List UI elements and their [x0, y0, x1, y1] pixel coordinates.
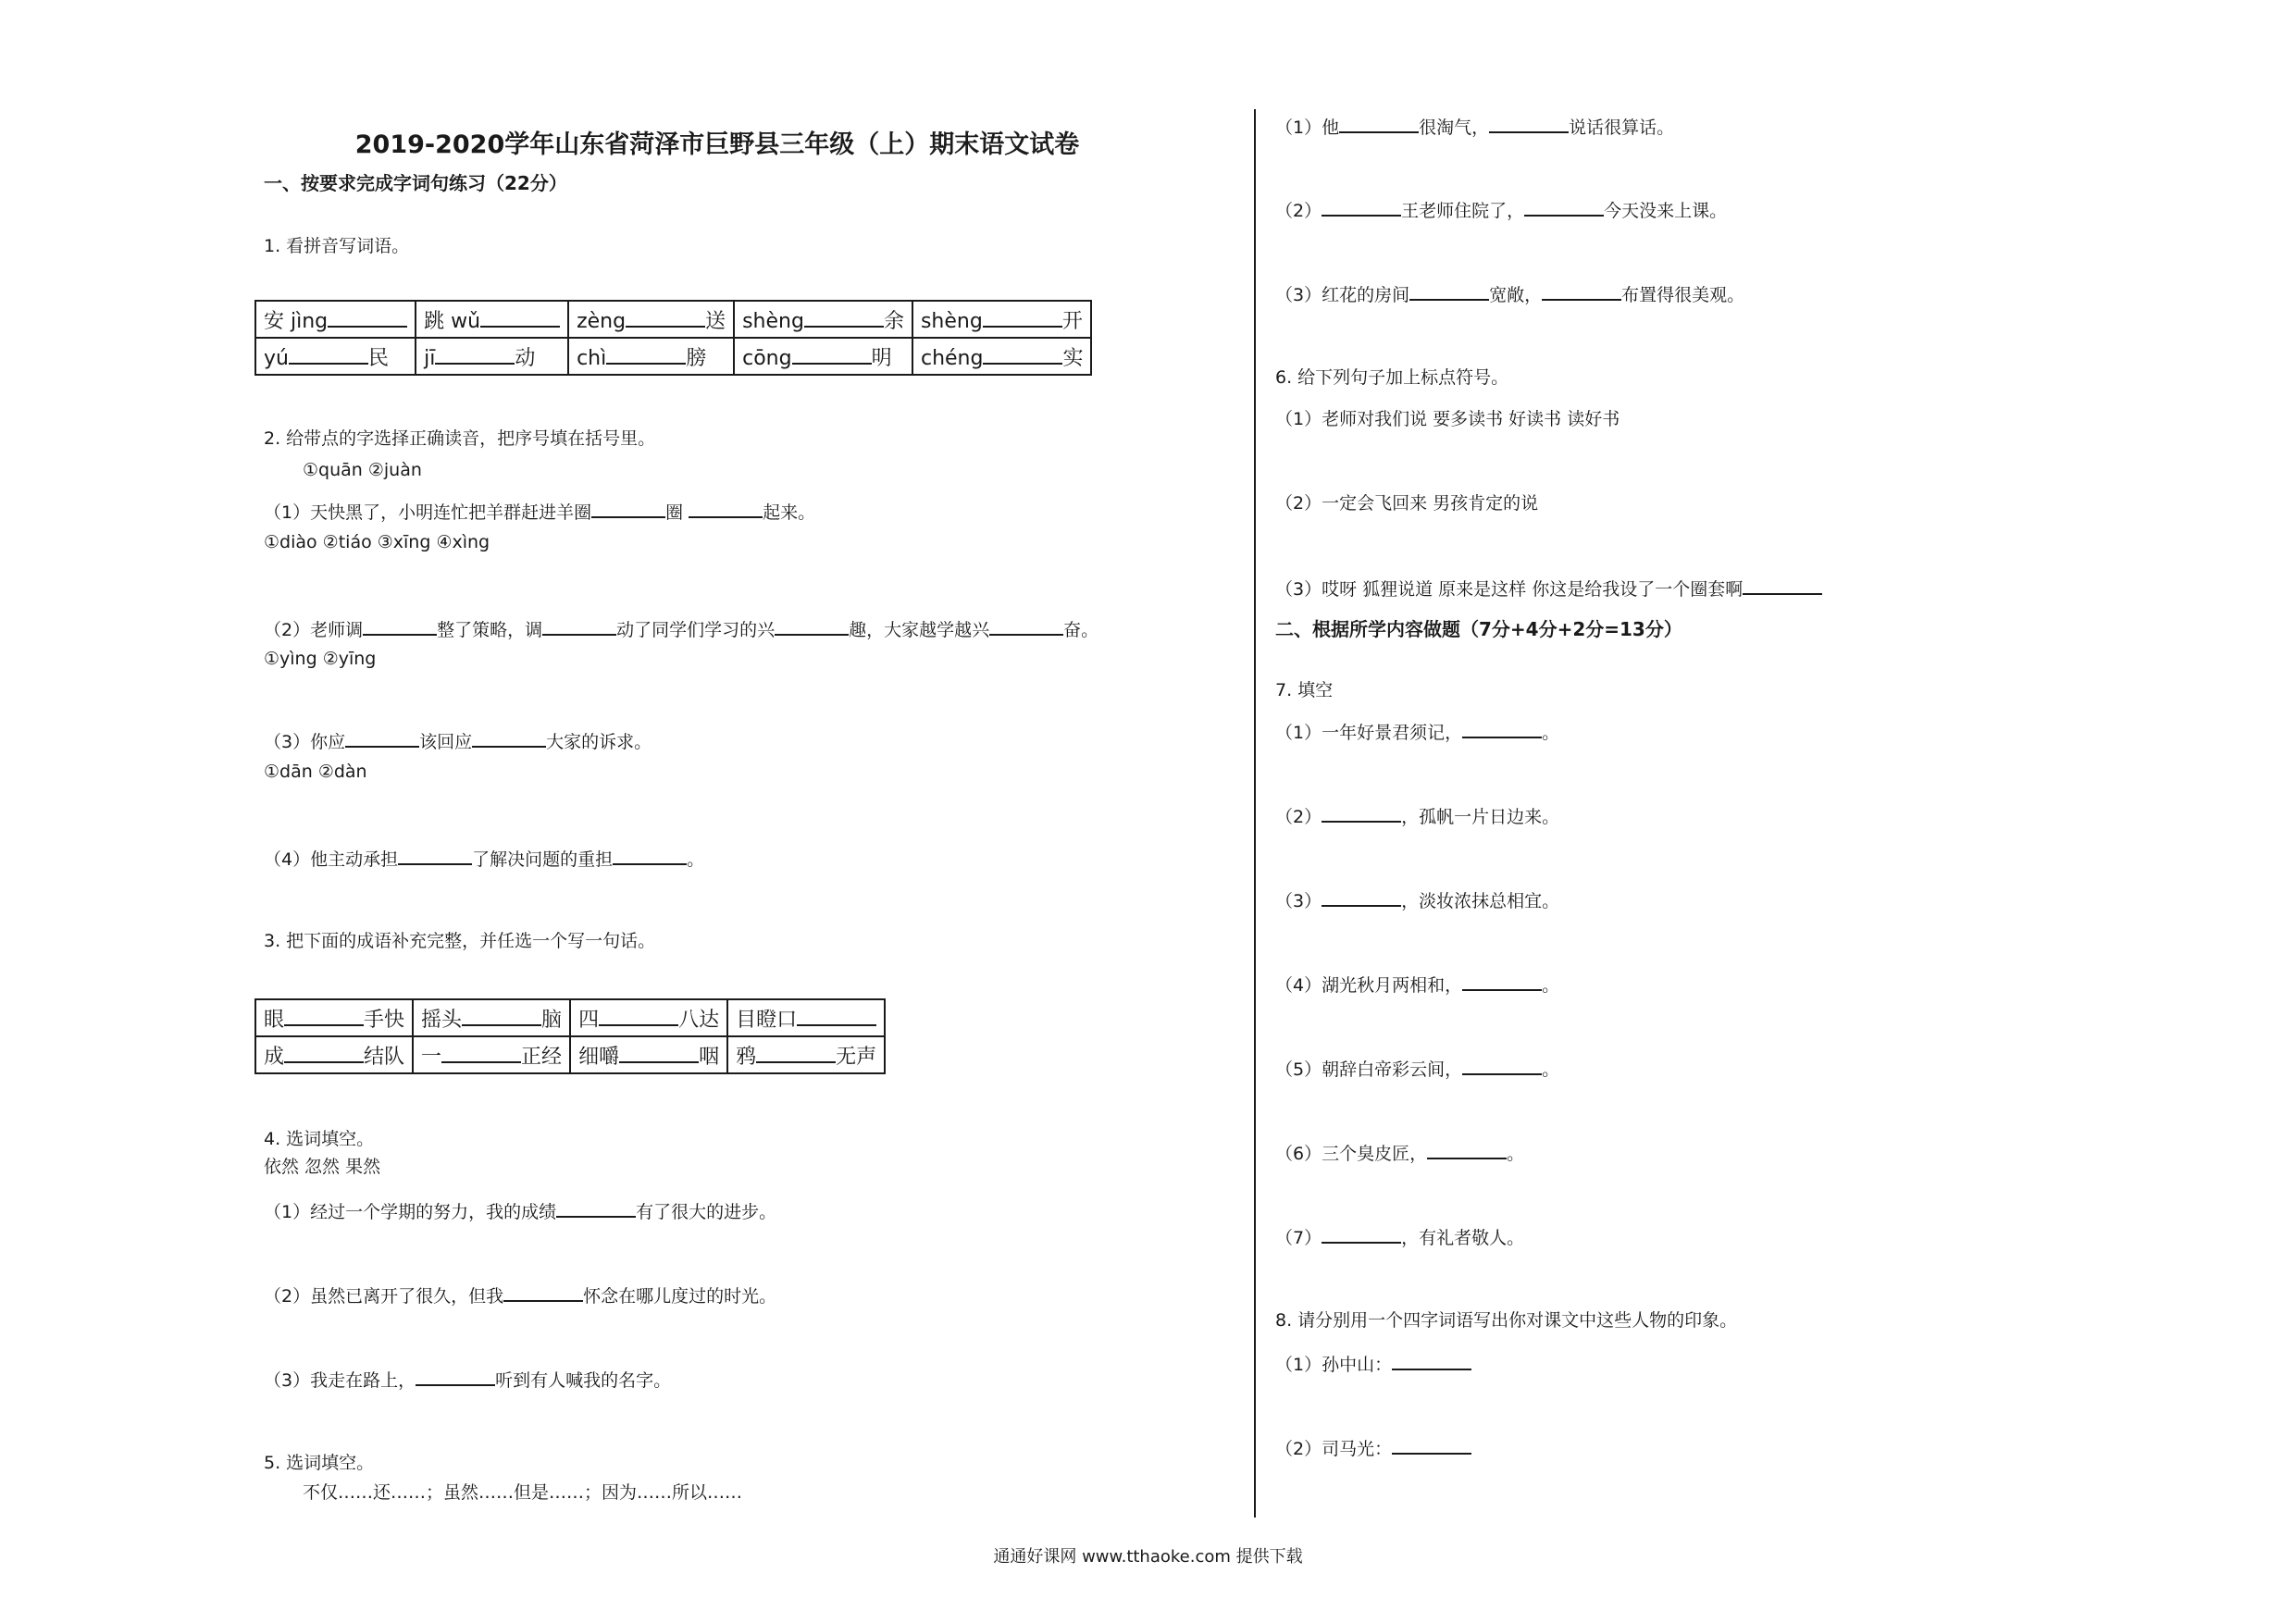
answer-blank — [480, 309, 560, 328]
answer-blank[interactable] — [1392, 1436, 1471, 1455]
q3-idiom-table — [254, 998, 886, 1074]
q5-sentence-2: （2） 王老师住院了， 今天没来上课。 — [1275, 198, 1727, 222]
section-1-heading: 一、按要求完成字词句练习（22分） — [264, 172, 567, 194]
answer-blank[interactable] — [363, 617, 437, 636]
table-row — [255, 1036, 885, 1073]
table-row — [255, 301, 1091, 338]
idiom-cell[interactable]: 成 结队 — [255, 1036, 413, 1073]
answer-blank[interactable] — [1542, 282, 1621, 301]
q2-sentence-3: （3）你应 该回应 大家的诉求。 — [264, 729, 652, 753]
pinyin-cell[interactable]: shèng 开 — [912, 301, 1092, 338]
q4-word-bank: 依然 忽然 果然 — [264, 1157, 381, 1177]
answer-blank[interactable] — [472, 729, 546, 748]
table-row — [255, 338, 1091, 375]
pinyin-cell[interactable]: jī 动 — [416, 338, 568, 375]
pinyin-cell[interactable]: 跳 wǔ — [416, 301, 568, 338]
answer-blank[interactable] — [989, 617, 1063, 636]
q1-pinyin-table — [254, 300, 1092, 376]
answer-blank[interactable] — [542, 617, 616, 636]
idiom-cell[interactable]: 眼 手快 — [255, 999, 413, 1036]
answer-blank[interactable] — [398, 847, 472, 865]
answer-blank[interactable] — [1322, 804, 1401, 823]
q5-sentence-3: （3）红花的房间 宽敞， 布置得很美观。 — [1275, 282, 1744, 306]
answer-blank[interactable] — [689, 500, 763, 518]
answer-blank[interactable] — [1322, 1225, 1401, 1244]
answer-blank — [626, 309, 705, 328]
idiom-cell[interactable]: 细嚼 咽 — [570, 1036, 727, 1073]
answer-blank — [983, 346, 1062, 365]
answer-blank[interactable] — [1322, 888, 1401, 907]
q7-line-3: （3） ，淡妆浓抹总相宜。 — [1275, 888, 1559, 912]
q2-options-4: ①dān ②dàn — [264, 762, 367, 782]
pinyin-cell[interactable]: zèng 送 — [568, 301, 734, 338]
answer-blank[interactable] — [503, 1283, 583, 1302]
answer-blank — [284, 1008, 364, 1026]
answer-blank[interactable] — [1427, 1141, 1507, 1159]
answer-blank[interactable] — [1322, 198, 1401, 217]
answer-blank — [606, 346, 686, 365]
answer-blank — [619, 1045, 699, 1063]
answer-blank[interactable] — [345, 729, 419, 748]
q4-sentence-3: （3）我走在路上， 听到有人喊我的名字。 — [264, 1368, 671, 1392]
q6-sentence-2: （2）一定会飞回来 男孩肯定的说 — [1275, 493, 1539, 514]
idiom-cell[interactable]: 四 八达 — [570, 999, 727, 1036]
q2-sentence-1: （1）天快黑了，小明连忙把羊群赶进羊圈 圈 起来。 — [264, 500, 815, 524]
idiom-cell[interactable]: 摇头 脑 — [413, 999, 570, 1036]
q7-line-1: （1）一年好景君须记， 。 — [1275, 720, 1559, 744]
answer-blank — [328, 309, 407, 328]
pinyin-cell[interactable]: yú 民 — [255, 338, 416, 375]
answer-blank — [599, 1008, 678, 1026]
answer-blank[interactable] — [591, 500, 665, 518]
q5-word-bank: 不仅……还……；虽然……但是……；因为……所以…… — [303, 1482, 743, 1503]
answer-blank[interactable] — [1409, 282, 1489, 301]
answer-blank — [797, 1008, 876, 1026]
q2-sentence-4: （4）他主动承担 了解决问题的重担 。 — [264, 847, 704, 871]
answer-blank[interactable] — [1743, 576, 1822, 595]
answer-blank[interactable] — [1462, 720, 1542, 738]
answer-blank — [441, 1045, 521, 1063]
answer-blank — [289, 346, 368, 365]
idiom-cell[interactable]: 一 正经 — [413, 1036, 570, 1073]
answer-blank[interactable] — [1524, 198, 1604, 217]
q7-line-2: （2） ，孤帆一片日边来。 — [1275, 804, 1559, 828]
answer-blank — [435, 346, 515, 365]
page-footer: 通通好课网 www.tthaoke.com 提供下载 — [993, 1547, 1303, 1567]
q1-stem: 1. 看拼音写词语。 — [264, 236, 410, 256]
answer-blank — [983, 309, 1062, 328]
pinyin-cell[interactable]: 安 jìng — [255, 301, 416, 338]
q5-sentence-1: （1）他 很淘气， 说话很算话。 — [1275, 115, 1674, 139]
q7-line-6: （6）三个臭皮匠， 。 — [1275, 1141, 1524, 1165]
answer-blank[interactable] — [1339, 115, 1419, 133]
pinyin-cell[interactable]: cōng 明 — [734, 338, 912, 375]
table-row — [255, 999, 885, 1036]
q5-stem: 5. 选词填空。 — [264, 1453, 375, 1473]
answer-blank[interactable] — [1462, 973, 1542, 991]
q4-sentence-2: （2）虽然已离开了很久，但我 怀念在哪儿度过的时光。 — [264, 1283, 776, 1307]
answer-blank — [756, 1045, 836, 1063]
answer-blank — [804, 309, 884, 328]
q8-line-1: （1）孙中山： — [1275, 1352, 1471, 1376]
pinyin-cell[interactable]: chéng 实 — [912, 338, 1092, 375]
column-divider — [1254, 109, 1256, 1518]
answer-blank — [792, 346, 872, 365]
page-title: 2019-2020学年山东省菏泽市巨野县三年级（上）期末语文试卷 — [354, 130, 1080, 159]
q2-options-1: ①quān ②juàn — [303, 460, 422, 480]
answer-blank[interactable] — [613, 847, 687, 865]
q8-stem: 8. 请分别用一个四字词语写出你对课文中这些人物的印象。 — [1275, 1310, 1738, 1331]
q4-sentence-1: （1）经过一个学期的努力，我的成绩 有了很大的进步。 — [264, 1199, 776, 1223]
answer-blank[interactable] — [1489, 115, 1569, 133]
q6-stem: 6. 给下列句子加上标点符号。 — [1275, 367, 1509, 388]
answer-blank — [462, 1008, 541, 1026]
q4-stem: 4. 选词填空。 — [264, 1129, 375, 1149]
q3-stem: 3. 把下面的成语补充完整，并任选一个写一句话。 — [264, 931, 656, 951]
q2-sentence-2: （2）老师调 整了策略，调 动了同学们学习的兴 趣，大家越学越兴 奋。 — [264, 617, 1098, 641]
answer-blank[interactable] — [1392, 1352, 1471, 1370]
q7-stem: 7. 填空 — [1275, 680, 1334, 700]
answer-blank[interactable] — [556, 1199, 636, 1218]
q2-options-3: ①yìng ②yīng — [264, 649, 377, 669]
q7-line-5: （5）朝辞白帝彩云间， 。 — [1275, 1057, 1559, 1081]
q8-line-2: （2）司马光： — [1275, 1436, 1471, 1460]
q7-line-7: （7） ，有礼者敬人。 — [1275, 1225, 1524, 1249]
q2-stem: 2. 给带点的字选择正确读音，把序号填在括号里。 — [264, 428, 656, 449]
q2-options-2: ①diào ②tiáo ③xīng ④xìng — [264, 532, 490, 552]
q6-sentence-1: （1）老师对我们说 要多读书 好读书 读好书 — [1275, 409, 1620, 429]
answer-blank[interactable] — [1462, 1057, 1542, 1075]
answer-blank — [284, 1045, 364, 1063]
answer-blank[interactable] — [416, 1368, 495, 1386]
section-2-heading: 二、根据所学内容做题（7分+4分+2分=13分） — [1275, 618, 1682, 640]
answer-blank[interactable] — [775, 617, 849, 636]
idiom-cell[interactable]: 目瞪口 — [727, 999, 885, 1036]
pinyin-cell[interactable]: shèng 余 — [734, 301, 912, 338]
q6-sentence-3: （3）哎呀 狐狸说道 原来是这样 你这是给我设了一个圈套啊 — [1275, 576, 1822, 601]
idiom-cell[interactable]: 鸦 无声 — [727, 1036, 885, 1073]
q7-line-4: （4）湖光秋月两相和， 。 — [1275, 973, 1559, 997]
pinyin-cell[interactable]: chì 膀 — [568, 338, 734, 375]
